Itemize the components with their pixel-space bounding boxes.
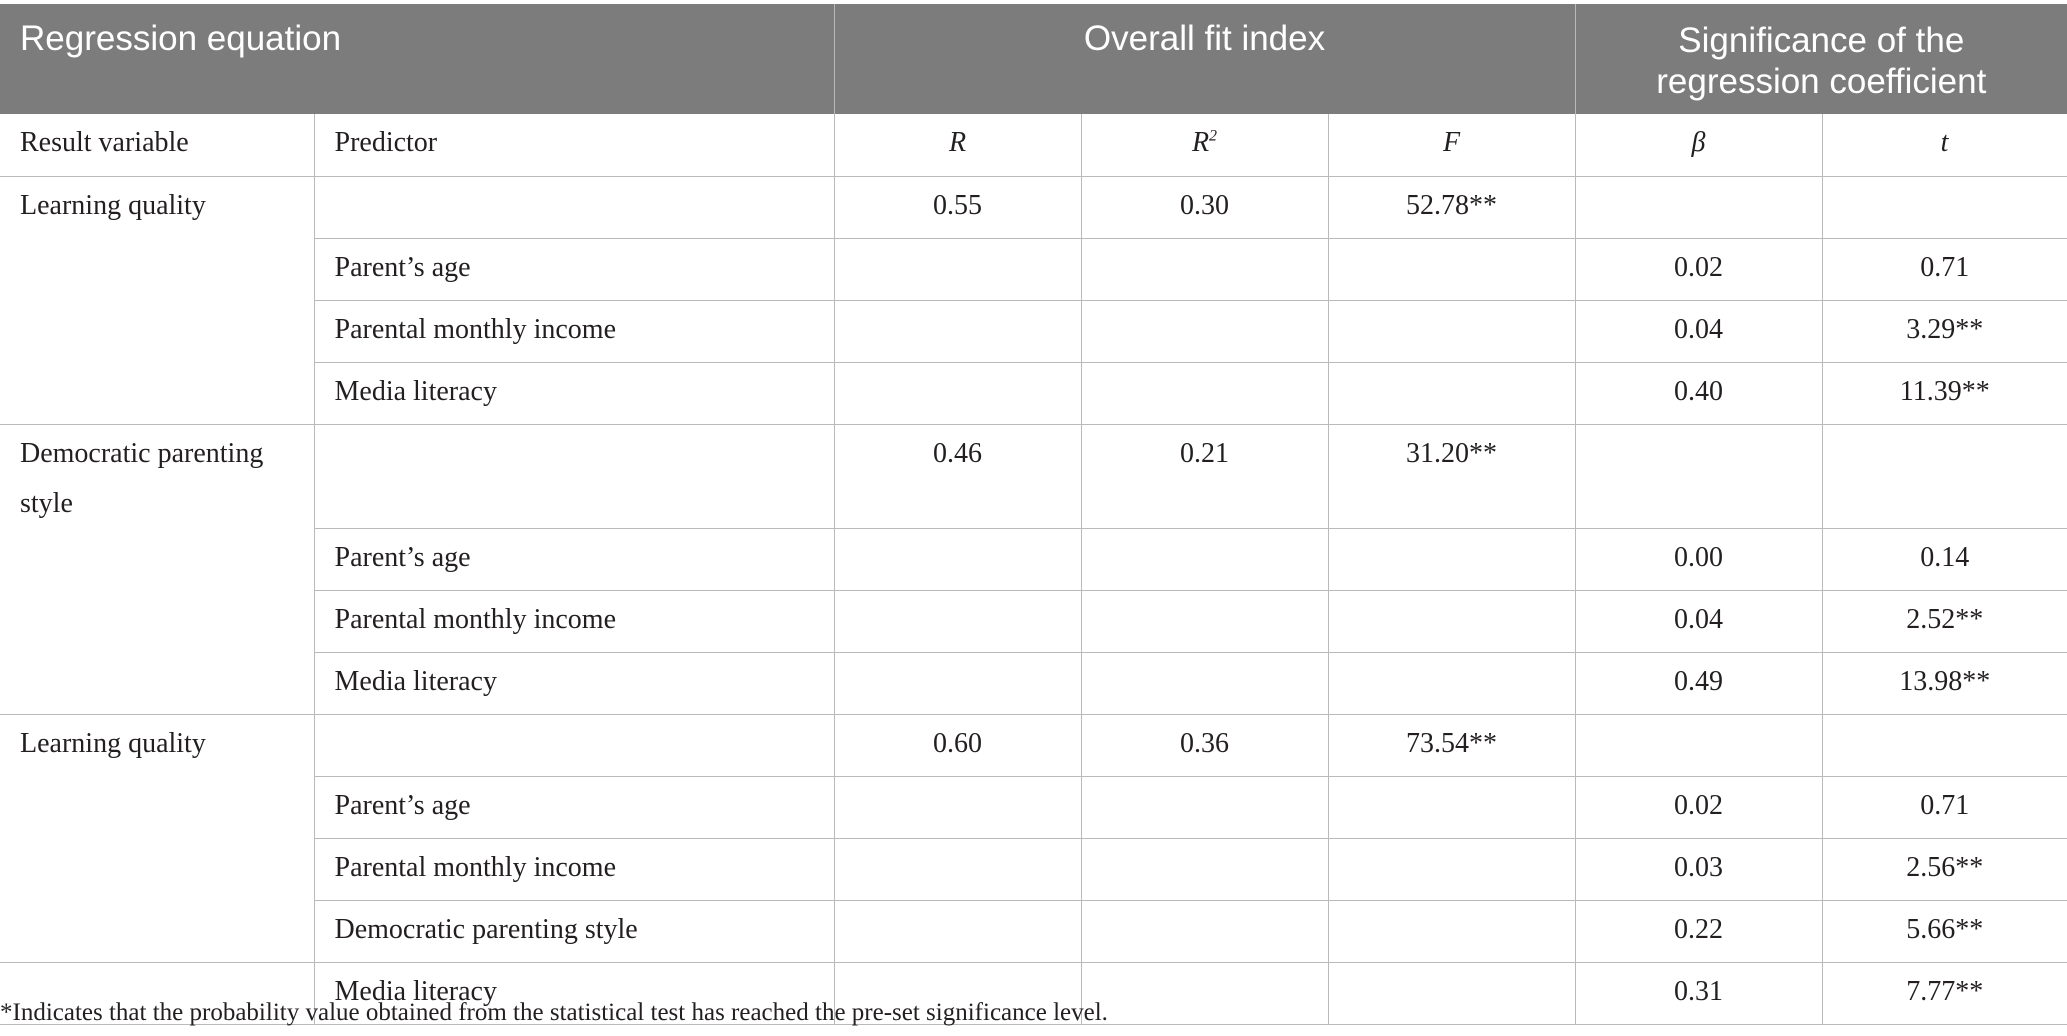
t-cell — [1822, 176, 2067, 238]
r-cell — [834, 901, 1081, 963]
col-header-f: F — [1328, 114, 1575, 176]
predictor-cell: Parental monthly income — [314, 839, 834, 901]
table-column-header-row — [0, 114, 2067, 176]
predictor-cell: Parent’s age — [314, 238, 834, 300]
t-cell: 0.14 — [1822, 529, 2067, 591]
r-squared-cell: 0.36 — [1081, 715, 1328, 777]
beta-cell: 0.22 — [1575, 901, 1822, 963]
beta-cell — [1575, 176, 1822, 238]
result-variable-cell — [0, 839, 314, 901]
r-squared-cell — [1081, 777, 1328, 839]
col-header-r-squared — [1081, 114, 1328, 176]
table-row — [0, 901, 2067, 963]
r-squared-exponent: 2 — [1209, 127, 1218, 145]
t-cell: 7.77** — [1822, 963, 2067, 1025]
col-header-r: R — [834, 114, 1081, 176]
table-row — [0, 176, 2067, 238]
r-cell — [834, 591, 1081, 653]
f-cell — [1328, 839, 1575, 901]
result-variable-cell — [0, 653, 314, 715]
f-cell: 31.20** — [1328, 424, 1575, 529]
r-squared-cell — [1081, 529, 1328, 591]
result-variable-cell: Democratic parenting style — [0, 424, 314, 529]
predictor-cell: Parental monthly income — [314, 300, 834, 362]
beta-cell: 0.04 — [1575, 591, 1822, 653]
r-cell — [834, 300, 1081, 362]
r-squared-cell: 0.30 — [1081, 176, 1328, 238]
table-row — [0, 362, 2067, 424]
r-cell — [834, 238, 1081, 300]
regression-table-container — [0, 4, 2067, 1025]
f-cell — [1328, 777, 1575, 839]
predictor-cell — [314, 715, 834, 777]
r-squared-cell — [1081, 839, 1328, 901]
f-cell: 73.54** — [1328, 715, 1575, 777]
r-squared-cell — [1081, 238, 1328, 300]
beta-cell: 0.02 — [1575, 238, 1822, 300]
beta-cell: 0.03 — [1575, 839, 1822, 901]
r-cell: 0.60 — [834, 715, 1081, 777]
beta-cell: 0.04 — [1575, 300, 1822, 362]
table-row — [0, 529, 2067, 591]
t-cell — [1822, 424, 2067, 529]
predictor-cell: Democratic parenting style — [314, 901, 834, 963]
result-variable-cell: Learning quality — [0, 715, 314, 777]
predictor-cell: Media literacy — [314, 963, 834, 1025]
header-overall-fit-index: Overall fit index — [834, 4, 1575, 114]
r-squared-cell — [1081, 300, 1328, 362]
r-cell — [834, 839, 1081, 901]
r-cell — [834, 529, 1081, 591]
col-header-result-variable: Result variable — [0, 114, 314, 176]
predictor-cell: Parent’s age — [314, 529, 834, 591]
predictor-cell: Media literacy — [314, 362, 834, 424]
predictor-cell — [314, 424, 834, 529]
beta-cell: 0.02 — [1575, 777, 1822, 839]
r-squared-cell: 0.21 — [1081, 424, 1328, 529]
table-group-header-row — [0, 4, 2067, 114]
t-cell: 2.52** — [1822, 591, 2067, 653]
r-squared-cell — [1081, 591, 1328, 653]
t-cell: 0.71 — [1822, 238, 2067, 300]
col-header-t: t — [1822, 114, 2067, 176]
beta-cell: 0.31 — [1575, 963, 1822, 1025]
f-cell — [1328, 653, 1575, 715]
col-header-predictor: Predictor — [314, 114, 834, 176]
t-cell: 0.71 — [1822, 777, 2067, 839]
r-cell — [834, 777, 1081, 839]
header-regression-equation: Regression equation — [0, 4, 834, 114]
beta-cell: 0.49 — [1575, 653, 1822, 715]
result-variable-cell — [0, 529, 314, 591]
predictor-cell: Parent’s age — [314, 777, 834, 839]
regression-table — [0, 4, 2067, 1025]
table-footnote: *Indicates that the probability value obtained from the statistical test has reached the pre-set significance level. — [0, 999, 1108, 1026]
f-cell — [1328, 591, 1575, 653]
f-cell — [1328, 901, 1575, 963]
f-cell — [1328, 362, 1575, 424]
col-header-beta: β — [1575, 114, 1822, 176]
predictor-cell: Media literacy — [314, 653, 834, 715]
table-row — [0, 424, 2067, 529]
beta-cell — [1575, 424, 1822, 529]
result-variable-cell — [0, 777, 314, 839]
table-row — [0, 777, 2067, 839]
header-significance: Significance of the regression coefficient — [1575, 4, 2067, 114]
predictor-cell: Parental monthly income — [314, 591, 834, 653]
beta-cell: 0.40 — [1575, 362, 1822, 424]
t-cell — [1822, 715, 2067, 777]
r-cell: 0.46 — [834, 424, 1081, 529]
r-cell: 0.55 — [834, 176, 1081, 238]
result-variable-cell — [0, 238, 314, 300]
t-cell: 13.98** — [1822, 653, 2067, 715]
f-cell: 52.78** — [1328, 176, 1575, 238]
r-squared-cell — [1081, 362, 1328, 424]
t-cell: 3.29** — [1822, 300, 2067, 362]
r-squared-cell — [1081, 653, 1328, 715]
result-variable-cell — [0, 901, 314, 963]
t-cell: 11.39** — [1822, 362, 2067, 424]
r-cell — [834, 362, 1081, 424]
t-cell: 5.66** — [1822, 901, 2067, 963]
r-cell — [834, 653, 1081, 715]
table-row — [0, 715, 2067, 777]
f-cell — [1328, 238, 1575, 300]
t-cell: 2.56** — [1822, 839, 2067, 901]
table-row — [0, 238, 2067, 300]
table-row — [0, 300, 2067, 362]
r-squared-cell — [1081, 901, 1328, 963]
result-variable-cell: Learning quality — [0, 176, 314, 238]
r-squared-base: R — [1191, 127, 1210, 158]
f-cell — [1328, 963, 1575, 1025]
beta-cell: 0.00 — [1575, 529, 1822, 591]
f-cell — [1328, 300, 1575, 362]
beta-cell — [1575, 715, 1822, 777]
result-variable-cell — [0, 300, 314, 362]
table-row — [0, 653, 2067, 715]
table-row — [0, 591, 2067, 653]
predictor-cell — [314, 176, 834, 238]
f-cell — [1328, 529, 1575, 591]
result-variable-cell — [0, 362, 314, 424]
result-variable-cell — [0, 591, 314, 653]
r-squared-cell — [1081, 963, 1328, 1025]
table-row — [0, 839, 2067, 901]
